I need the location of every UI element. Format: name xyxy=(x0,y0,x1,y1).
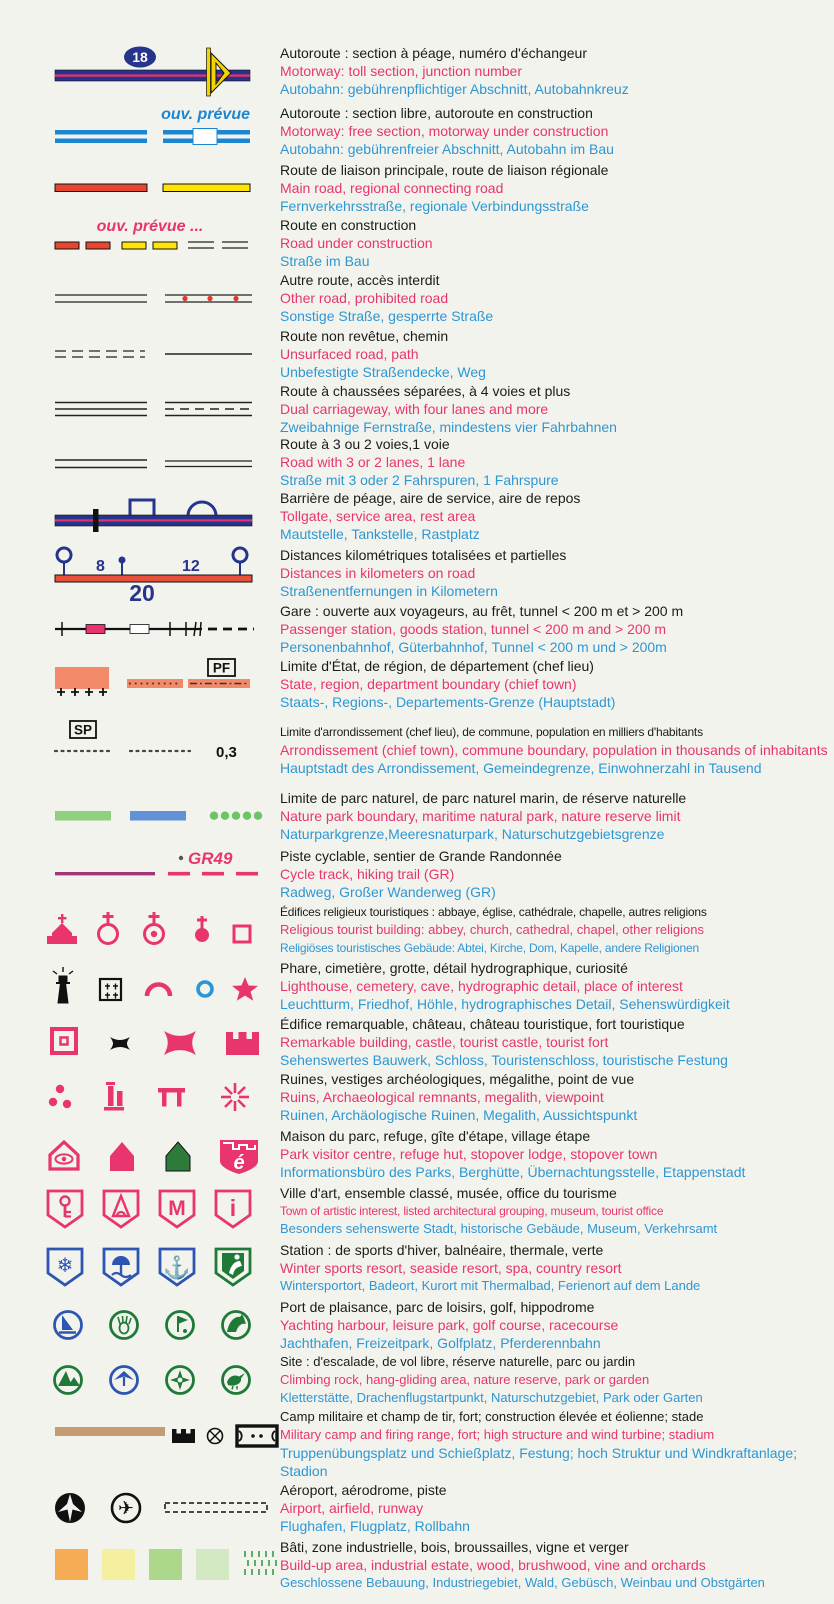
sites-row-symbols xyxy=(30,1352,280,1407)
sp-label: SP xyxy=(73,722,93,738)
lighthouse-icon xyxy=(53,967,73,1003)
rest-area-icon xyxy=(188,502,216,516)
ruins-icon xyxy=(49,1085,71,1108)
label-en: Build-up area, industrial estate, wood, brushwood, vine and orchards xyxy=(280,1557,706,1573)
other-religion-icon xyxy=(234,926,250,942)
motorway-toll-symbol xyxy=(30,40,280,102)
airport-row-symbols xyxy=(30,1481,280,1535)
label-en: Ruins, Archaeological remnants, megalith, viewpoint xyxy=(280,1089,604,1105)
partial-distance-2: 12 xyxy=(182,558,200,575)
etape-letter: é xyxy=(233,1152,245,1174)
label-en: Road with 3 or 2 lanes, 1 lane xyxy=(280,454,466,470)
legend-row-other-road xyxy=(0,270,834,326)
label-de: Straßenentfernungen in Kilometern xyxy=(280,583,498,599)
road-under-construction-symbol xyxy=(30,215,280,270)
remarkable-building-icon xyxy=(52,1029,76,1053)
hang-gliding-icon xyxy=(111,1367,138,1394)
spa-shield-icon xyxy=(160,1249,194,1285)
state-boundary-crosses xyxy=(57,688,107,696)
label-en: Motorway: free section, motorway under construction xyxy=(280,123,609,139)
brushwood-swatch xyxy=(196,1549,229,1580)
label-en: State, region, department boundary (chief town) xyxy=(280,676,577,692)
abbey-icon xyxy=(47,914,77,944)
motorway-stripe xyxy=(55,519,252,521)
label-fr: Barrière de péage, aire de service, aire de repos xyxy=(280,490,581,506)
state-boundary-symbol xyxy=(30,655,280,713)
other-road-lines xyxy=(55,295,252,302)
label-fr: Port de plaisance, parc de loisirs, golf, hippodrome xyxy=(280,1298,595,1315)
label-en: Town of artistic interest, listed architectural grouping, museum, tourist office xyxy=(280,1203,664,1218)
label-de: Fernverkehrsstraße, regionale Verbindungsstraße xyxy=(280,197,589,214)
label-de: Mautstelle, Tankstelle, Rastplatz xyxy=(280,526,480,542)
railway-symbol xyxy=(30,602,280,655)
seaside-resort-shield-icon xyxy=(104,1249,138,1285)
label-de: Jachthafen, Freizeitpark, Golfplatz, Pferderennbahn xyxy=(280,1334,601,1351)
legend-row-main-road xyxy=(0,160,834,215)
legend-row-resorts xyxy=(0,1239,834,1297)
cycle-track-gr-symbol xyxy=(30,845,280,902)
racecourse-icon xyxy=(223,1312,250,1339)
legend-row-state-boundary xyxy=(0,655,834,713)
legend-row-distances xyxy=(0,544,834,602)
km-marker-dot xyxy=(119,557,126,564)
legend-row-dual-carriageway xyxy=(0,381,834,436)
prohibited-road-dots xyxy=(182,296,238,301)
label-de: Radweg, Großer Wanderweg (GR) xyxy=(280,883,496,900)
other-road-symbol xyxy=(30,270,280,326)
nature-park-boundary-symbol xyxy=(30,787,280,845)
label-de: Sonstige Straße, gesperrte Straße xyxy=(280,308,494,324)
legend-row-ruins xyxy=(0,1069,834,1125)
land-cover-swatches xyxy=(30,1535,280,1595)
tourist-fort-icon xyxy=(226,1032,259,1055)
label-en: Unsurfaced road, path xyxy=(280,345,419,362)
km-marker-circle xyxy=(57,548,71,562)
park-visitor-centre-icon xyxy=(50,1142,78,1169)
marine-park-band xyxy=(130,811,186,821)
lighthouse-row-symbols xyxy=(30,957,280,1015)
info-letter: i xyxy=(229,1195,237,1221)
label-en: Cycle track, hiking trail (GR) xyxy=(280,865,455,882)
tourist-office-shield-icon xyxy=(216,1191,250,1227)
dual-carriageway-symbol xyxy=(30,381,280,436)
state-boundary-band xyxy=(55,667,109,689)
nature-reserve-icon xyxy=(167,1367,194,1394)
tollgate-symbol xyxy=(30,488,280,544)
passenger-station-icon xyxy=(86,625,105,634)
legend-row-religious-buildings xyxy=(0,902,834,957)
walker-icon xyxy=(179,856,183,860)
main-road-symbol xyxy=(30,160,280,215)
chapel-icon xyxy=(197,916,208,941)
label-fr: Édifice remarquable, château, château touristique, fort touristique xyxy=(280,1016,685,1032)
winter-sports-shield-icon xyxy=(48,1249,82,1285)
label-en: Arrondissement (chief town), commune boundary, population in thousands of inhabitants xyxy=(280,742,828,758)
climbing-rock-icon xyxy=(55,1367,82,1394)
label-en: Distances in kilometers on road xyxy=(280,565,476,581)
ruins-row-symbols xyxy=(30,1069,280,1125)
megalith-icon xyxy=(158,1088,185,1107)
anchor-glyph: ⚓ xyxy=(163,1255,191,1280)
label-fr: Route à chaussées séparées, à 4 voies et plus xyxy=(280,382,571,399)
construction-dashes xyxy=(55,242,177,249)
label-fr: Route en construction xyxy=(280,216,417,233)
label-de: Wintersportort, Badeort, Kurort mit Thermalbad, Ferienort auf dem Lande xyxy=(280,1278,701,1293)
wood-swatch xyxy=(149,1549,182,1580)
main-road-red-line xyxy=(55,184,147,192)
label-de: Hauptstadt des Arrondissement, Gemeindegrenze, Einwohnerzahl in Tausend xyxy=(280,760,762,776)
legend-row-sites xyxy=(0,1352,834,1407)
junction-number: 18 xyxy=(132,49,148,65)
label-fr: Piste cyclable, sentier de Grande Randonnée xyxy=(280,847,562,864)
label-fr: Limite d'arrondissement (chef lieu), de commune, population en milliers d'habitants xyxy=(280,725,703,739)
label-de: Personenbahnhof, Güterbahnhof, Tunnel < 200 m und > 200m xyxy=(280,638,667,655)
opening-planned-label: ouv. prévue xyxy=(161,106,250,123)
label-de: Unbefestigte Straßendecke, Weg xyxy=(280,363,486,380)
label-de: Leuchtturm, Friedhof, Höhle, hydrographisches Detail, Sehenswürdigkeit xyxy=(280,996,730,1012)
opening-planned-dots-label: ouv. prévue ... xyxy=(96,218,204,235)
hydrographic-detail-icon xyxy=(198,982,212,996)
minor-construction-dashes xyxy=(188,242,248,248)
label-fr: Autoroute : section à péage, numéro d'échangeur xyxy=(280,45,587,61)
service-area-icon xyxy=(130,500,154,516)
label-fr: Route de liaison principale, route de liaison régionale xyxy=(280,161,609,178)
golf-course-icon xyxy=(167,1312,194,1339)
label-en: Religious tourist building: abbey, church, cathedral, chapel, other religions xyxy=(280,921,704,937)
label-de: Staats-, Regions-, Departements-Grenze (Hauptstadt) xyxy=(280,694,616,710)
church-icon xyxy=(99,912,118,944)
legend-row-road-under-construction xyxy=(0,215,834,270)
label-de: Straße mit 3 oder 2 Fahrspuren, 1 Fahrspure xyxy=(280,472,559,488)
pf-label: PF xyxy=(212,660,231,676)
label-fr: Station : de sports d'hiver, balnéaire, thermale, verte xyxy=(280,1242,604,1258)
label-en: Park visitor centre, refuge hut, stopover lodge, stopover town xyxy=(280,1145,658,1162)
label-en: Nature park boundary, maritime natural park, nature reserve limit xyxy=(280,808,681,824)
label-de: Truppenübungsplatz und Schießplatz, Festung; hoch Struktur und Windkraftanlage; Stadion xyxy=(280,1445,798,1479)
unsurfaced-road-lines xyxy=(55,351,145,357)
legend-row-motorway-free xyxy=(0,102,834,160)
label-fr: Limite d'État, de région, de département (chef lieu) xyxy=(280,658,594,674)
partial-distance-1: 8 xyxy=(96,558,105,575)
art-town-shield-key-icon xyxy=(48,1191,82,1227)
legend-row-railway xyxy=(0,602,834,655)
under-construction-gap xyxy=(193,129,217,145)
label-en: Winter sports resort, seaside resort, spa, country resort xyxy=(280,1260,622,1276)
label-fr: Site : d'escalade, de vol libre, réserve naturelle, parc ou jardin xyxy=(280,1353,636,1369)
label-de: Informationsbüro des Parks, Berghütte, Übernachtungsstelle, Etappenstadt xyxy=(280,1163,746,1180)
label-de: Sehenswertes Bauwerk, Schloss, Touristenschloss, touristische Festung xyxy=(280,1052,728,1068)
motorway-free-symbol xyxy=(30,102,280,160)
built-up-swatch xyxy=(55,1549,88,1580)
label-fr: Distances kilométriques totalisées et partielles xyxy=(280,547,567,563)
museum-letter: M xyxy=(168,1197,186,1220)
vine-orchard-swatch xyxy=(245,1551,276,1575)
label-fr: Ruines, vestiges archéologiques, mégalithe, point de vue xyxy=(280,1071,635,1087)
tourist-castle-icon xyxy=(164,1031,196,1055)
plane-glyph: ✈ xyxy=(118,1498,134,1520)
label-en: Climbing rock, hang-gliding area, nature reserve, park or garden xyxy=(280,1371,650,1387)
label-fr: Autre route, accès interdit xyxy=(280,272,440,288)
legend-row-military xyxy=(0,1407,834,1481)
legend-row-arrondissement-boundary xyxy=(0,713,834,787)
label-en: Road under construction xyxy=(280,234,433,251)
viewpoint-icon xyxy=(221,1083,249,1111)
archaeological-remnants-icon xyxy=(104,1082,124,1111)
legend-row-unsurfaced-road xyxy=(0,326,834,381)
legend-row-tollgate xyxy=(0,488,834,544)
military-row-symbols xyxy=(30,1407,280,1481)
label-de: Zweibahnige Fernstraße, mindestens vier Fahrbahnen xyxy=(280,418,617,435)
label-fr: Maison du parc, refuge, gîte d'étape, village étape xyxy=(280,1127,591,1144)
label-fr: Édifices religieux touristiques : abbaye, église, cathédrale, chapelle, autres religions xyxy=(280,904,707,919)
legend-row-two-three-lanes xyxy=(0,436,834,488)
population-value: 0,3 xyxy=(216,744,237,761)
stopover-lodge-icon xyxy=(166,1142,190,1171)
snowflake-glyph: ❄ xyxy=(56,1255,74,1277)
label-fr: Ville d'art, ensemble classé, musée, office du tourisme xyxy=(280,1184,617,1201)
label-fr: Camp militaire et champ de tir, fort; construction élevée et éolienne; stade xyxy=(280,1409,704,1424)
cemetery-icon xyxy=(100,979,121,1000)
airport-icon xyxy=(55,1493,85,1523)
label-fr: Route non revêtue, chemin xyxy=(280,327,449,344)
tollgate-bar-icon xyxy=(93,509,99,532)
distances-symbol xyxy=(30,544,280,602)
label-de: Straße im Bau xyxy=(280,252,370,269)
military-camp-band xyxy=(55,1427,165,1436)
stadium-icon xyxy=(237,1426,277,1446)
label-en: Yachting harbour, leisure park, golf course, racecourse xyxy=(280,1316,619,1333)
free-motorway-lines xyxy=(55,130,250,143)
cave-icon xyxy=(147,985,170,997)
listed-grouping-shield-icon xyxy=(104,1191,138,1227)
label-en: Other road, prohibited road xyxy=(280,290,449,306)
label-de: Naturparkgrenze,Meeresnaturpark, Naturschutzgebietsgrenze xyxy=(280,826,665,842)
label-de: Autobahn: gebührenfreier Abschnitt, Autobahn im Bau xyxy=(280,141,614,157)
gr-label: GR49 xyxy=(188,849,233,868)
legend-row-lighthouse xyxy=(0,957,834,1015)
label-fr: Autoroute : section libre, autoroute en construction xyxy=(280,105,593,121)
legend-row-leisure xyxy=(0,1297,834,1352)
legend-row-remarkable-building xyxy=(0,1015,834,1069)
label-en: Motorway: toll section, junction number xyxy=(280,63,522,79)
arrondissement-boundary-symbol xyxy=(30,713,280,787)
label-en: Passenger station, goods station, tunnel < 200 m and > 200 m xyxy=(280,620,667,637)
label-en: Remarkable building, castle, tourist castle, tourist fort xyxy=(280,1034,609,1050)
label-fr: Gare : ouverte aux voyageurs, au frêt, tunnel < 200 m et > 200 m xyxy=(280,602,684,619)
label-de: Religiöses touristisches Gebäude: Abtei, Kirche, Dom, Kapelle, andere Religionen xyxy=(280,940,699,955)
label-de: Besonders sehenswerte Stadt, historische Gebäude, Museum, Verkehrsamt xyxy=(280,1220,718,1236)
label-en: Tollgate, service area, rest area xyxy=(280,508,476,524)
label-en: Main road, regional connecting road xyxy=(280,179,504,196)
lane-road-lines xyxy=(55,460,252,468)
legend-row-town-of-art xyxy=(0,1182,834,1239)
label-en: Lighthouse, cemetery, cave, hydrographic detail, place of interest xyxy=(280,978,683,994)
legend-row-land-cover xyxy=(0,1535,834,1595)
legend-row-nature-park-boundary xyxy=(0,787,834,845)
label-de: Ruinen, Archäologische Ruinen, Megalith, Aussichtspunkt xyxy=(280,1107,638,1123)
airfield-icon xyxy=(112,1494,140,1522)
label-de: Kletterstätte, Drachenflugstartpunkt, Naturschutzgebiet, Park oder Garten xyxy=(280,1389,703,1405)
fort-icon xyxy=(172,1429,195,1443)
nature-park-band xyxy=(55,811,111,821)
label-fr: Route à 3 ou 2 voies,1 voie xyxy=(280,436,450,452)
two-three-lane-road-symbol xyxy=(30,436,280,488)
runway-icon xyxy=(165,1503,267,1512)
goods-station-icon xyxy=(130,625,149,634)
label-fr: Limite de parc naturel, de parc naturel marin, de réserve naturelle xyxy=(280,790,687,806)
cycle-track-line xyxy=(55,872,155,875)
legend-row-motorway-toll xyxy=(0,40,834,102)
resort-shields xyxy=(30,1239,280,1297)
park-garden-bird-icon xyxy=(223,1367,250,1394)
cathedral-icon xyxy=(145,912,164,944)
motorway-stripe xyxy=(55,74,250,76)
total-distance: 20 xyxy=(129,580,155,602)
stopover-town-icon xyxy=(220,1140,258,1174)
label-en: Airport, airfield, runway xyxy=(280,1500,424,1516)
museum-shield-icon xyxy=(160,1191,194,1227)
legend-row-cycle-track-gr xyxy=(0,845,834,902)
km-marker-circle xyxy=(233,548,247,562)
label-fr: Bâti, zone industrielle, bois, broussailles, vigne et verger xyxy=(280,1539,629,1555)
town-of-art-shields xyxy=(30,1182,280,1239)
unsurfaced-road-symbol xyxy=(30,326,280,381)
label-de: Geschlossene Bebauung, Industriegebiet, Wald, Gebüsch, Weinbau und Obstgärten xyxy=(280,1575,765,1590)
nature-reserve-dots xyxy=(210,812,262,820)
leisure-row-symbols xyxy=(30,1297,280,1352)
refuge-hut-icon xyxy=(110,1142,134,1171)
leisure-park-icon xyxy=(111,1312,138,1339)
place-of-interest-star-icon xyxy=(232,977,258,1001)
label-fr: Aéroport, aérodrome, piste xyxy=(280,1482,447,1498)
regional-road-yellow-line xyxy=(163,184,250,192)
legend-row-airport xyxy=(0,1481,834,1535)
label-en: Military camp and firing range, fort; high structure and wind turbine; stadium xyxy=(280,1427,715,1442)
park-house-row-symbols xyxy=(30,1125,280,1182)
wind-turbine-icon xyxy=(208,1429,223,1444)
dual-carriageway-lines xyxy=(55,403,252,416)
castle-icon xyxy=(110,1037,130,1050)
label-de: Flughafen, Flugplatz, Rollbahn xyxy=(280,1518,470,1534)
label-de: Autobahn: gebührenpflichtiger Abschnitt, Autobahnkreuz xyxy=(280,81,629,97)
legend-row-park-house xyxy=(0,1125,834,1182)
remarkable-building-symbols xyxy=(30,1015,280,1069)
industrial-swatch xyxy=(102,1549,135,1580)
yachting-harbour-icon xyxy=(55,1312,82,1339)
junction-symbol-icon xyxy=(207,48,211,96)
country-resort-shield-icon xyxy=(216,1249,250,1285)
religious-buildings-symbols xyxy=(30,902,280,957)
label-en: Dual carriageway, with four lanes and more xyxy=(280,400,549,417)
label-fr: Phare, cimetière, grotte, détail hydrographique, curiosité xyxy=(280,960,628,976)
